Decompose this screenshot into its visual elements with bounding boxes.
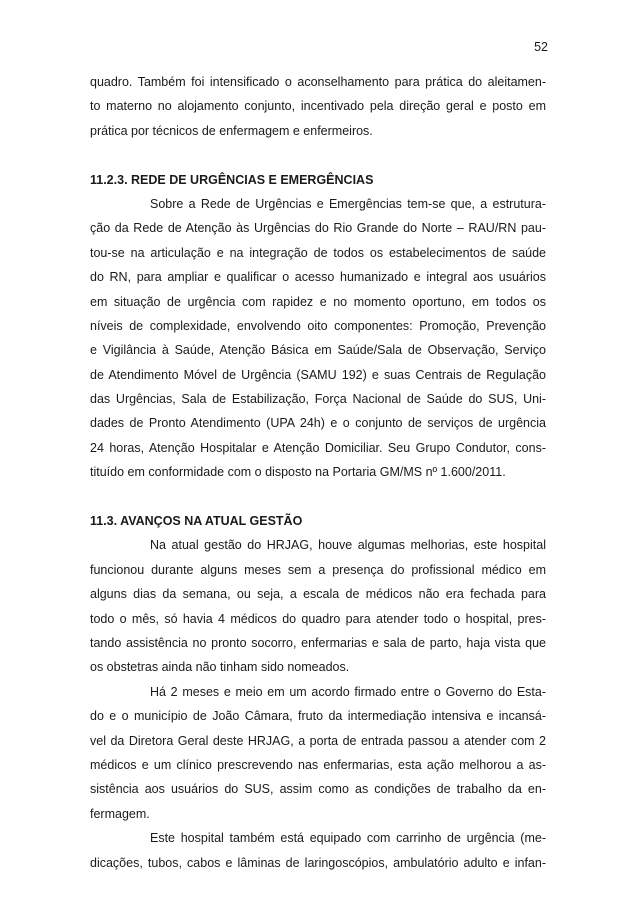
text-line: Sobre a Rede de Urgências e Emergências tem-se que, a estrutura- <box>150 196 546 211</box>
text-line: Este hospital também está equipado com carrinho de urgência (me- <box>150 831 546 846</box>
text-line: sistência aos usuários do SUS, assim como as condições de trabalho da en- <box>90 782 546 797</box>
text-line: médicos e um clínico prescrevendo nas enfermarias, esta ação melhorou a as- <box>90 757 546 772</box>
text-line: todo o mês, só havia 4 médicos do quadro para atender todo o hospital, pres- <box>90 611 546 626</box>
text-line: ção da Rede de Atenção às Urgências do Rio Grande do Norte – RAU/RN pau- <box>90 221 546 236</box>
section-heading-rede-urgencias: 11.2.3. REDE DE URGÊNCIAS E EMERGÊNCIAS <box>90 172 374 187</box>
paragraph-rede-urgencias <box>90 192 546 485</box>
document-body <box>90 70 546 875</box>
paragraph-avancos-1 <box>90 533 546 679</box>
text-line: alguns dias da semana, ou seja, a escala de médicos não era fechada para <box>90 587 546 602</box>
section-heading-avancos: 11.3. AVANÇOS NA ATUAL GESTÃO <box>90 514 303 529</box>
paragraph-avancos-3 <box>90 826 546 875</box>
text-line: Na atual gestão do HRJAG, houve algumas melhorias, este hospital <box>150 538 546 553</box>
text-line: tituído em conformidade com o disposto na Portaria GM/MS nº 1.600/2011. <box>90 465 506 480</box>
paragraph-avancos-2 <box>90 680 546 826</box>
text-line: das Urgências, Sala de Estabilização, Força Nacional de Saúde do SUS, Uni- <box>90 392 546 407</box>
text-line: funcionou durante alguns meses sem a presença do profissional médico em <box>90 562 546 577</box>
page-number: 52 <box>534 40 548 54</box>
text-line: Há 2 meses e meio em um acordo firmado entre o Governo do Esta- <box>150 684 546 699</box>
text-line: e Vigilância à Saúde, Atenção Básica em Saúde/Sala de Observação, Serviço <box>90 343 546 358</box>
text-line: do RN, para ampliar e qualificar o acesso humanizado e integral aos usuários <box>90 270 546 285</box>
text-line: do e o município de João Câmara, fruto da intermediação intensiva e incansá- <box>90 709 546 724</box>
text-line: tando assistência no pronto socorro, enfermarias e sala de parto, haja vista que <box>90 635 546 650</box>
text-line: quadro. Também foi intensificado o aconselhamento para prática do aleitamen- <box>90 75 546 89</box>
paragraph-continuation <box>90 70 546 143</box>
text-line: fermagem. <box>90 806 150 821</box>
text-line: tou-se na articulação e na integração de todos os estabelecimentos de saúde <box>90 245 546 260</box>
text-line: níveis de complexidade, envolvendo oito componentes: Promoção, Prevenção <box>90 318 546 333</box>
text-line: vel da Diretora Geral deste HRJAG, a porta de entrada passou a atender com 2 <box>90 733 546 748</box>
text-line: os obstetras ainda não tinham sido nomeados. <box>90 660 350 675</box>
text-line: de Atendimento Móvel de Urgência (SAMU 192) e suas Centrais de Regulação <box>90 367 546 382</box>
text-line: dades de Pronto Atendimento (UPA 24h) e o conjunto de serviços de urgência <box>90 416 546 431</box>
text-line: 24 horas, Atenção Hospitalar e Atenção Domiciliar. Seu Grupo Condutor, cons- <box>90 440 546 455</box>
text-line: prática por técnicos de enfermagem e enfermeiros. <box>90 123 373 138</box>
text-line: to materno no alojamento conjunto, incentivado pela direção geral e posto em <box>90 99 546 114</box>
text-line: em situação de urgência com rapidez e no momento oportuno, em todos os <box>90 294 546 309</box>
text-line: dicações, tubos, cabos e lâminas de laringoscópios, ambulatório adulto e infan- <box>90 855 546 870</box>
